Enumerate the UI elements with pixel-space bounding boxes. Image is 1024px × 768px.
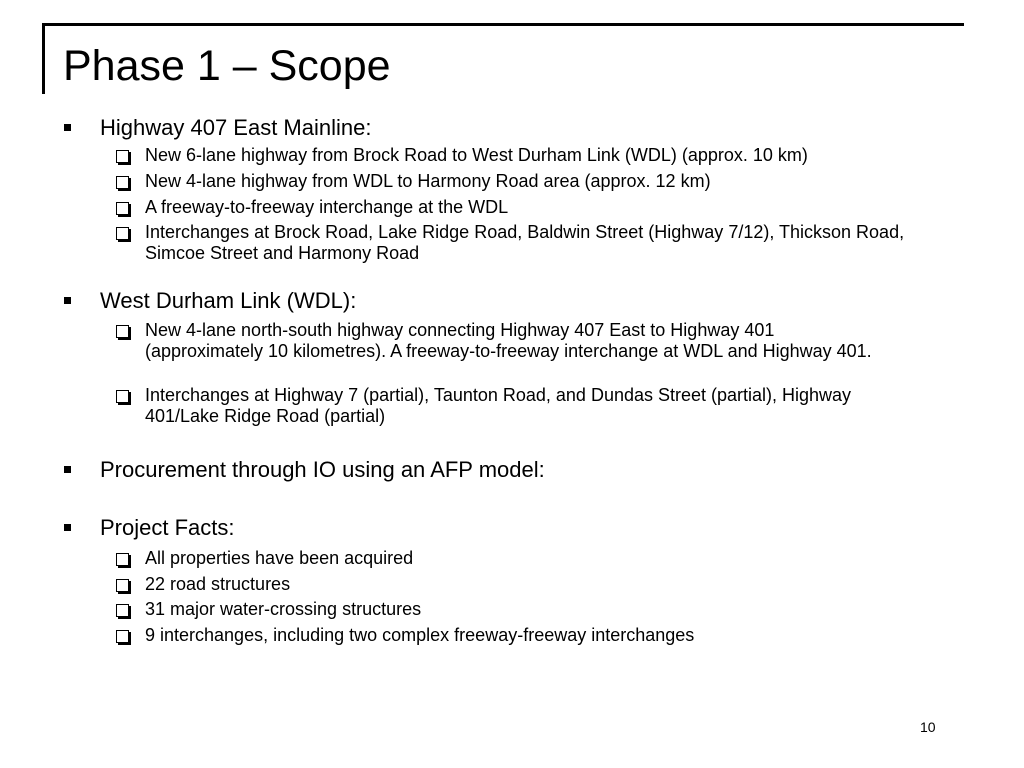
list-item: 9 interchanges, including two complex freeway-freeway interchanges: [145, 625, 695, 645]
list-item: 22 road structures: [145, 574, 291, 594]
page-number: 10: [920, 719, 936, 735]
list-item: Interchanges at Brock Road, Lake Ridge Road, Baldwin Street (Highway 7/12), Thickson Road, Simcoe Street and Harmony Road: [145, 222, 905, 263]
list-item: All properties have been acquired: [145, 548, 414, 568]
section-heading: West Durham Link (WDL):: [100, 288, 357, 313]
section-heading: Highway 407 East Mainline:: [100, 115, 372, 140]
list-item: New 6-lane highway from Brock Road to West Durham Link (WDL) (approx. 10 km): [145, 145, 808, 165]
list-item: New 4-lane highway from WDL to Harmony Road area (approx. 12 km): [145, 171, 711, 191]
square-bullet-icon: [64, 297, 71, 304]
checkbox-bullet-icon: [116, 150, 129, 163]
checkbox-bullet-icon: [116, 604, 129, 617]
checkbox-bullet-icon: [116, 579, 129, 592]
checkbox-bullet-icon: [116, 176, 129, 189]
checkbox-bullet-icon: [116, 325, 129, 338]
checkbox-bullet-icon: [116, 390, 129, 403]
square-bullet-icon: [64, 524, 71, 531]
checkbox-bullet-icon: [116, 630, 129, 643]
list-item: New 4-lane north-south highway connecting Highway 407 East to Highway 401 (approximately 10 kilometres). A freeway-to-freeway interchange at WDL and Highway 401.: [145, 320, 872, 361]
checkbox-bullet-icon: [116, 227, 129, 240]
square-bullet-icon: [64, 466, 71, 473]
list-item: 31 major water-crossing structures: [145, 599, 422, 619]
checkbox-bullet-icon: [116, 553, 129, 566]
square-bullet-icon: [64, 124, 71, 131]
section-heading: Procurement through IO using an AFP model:: [100, 457, 545, 482]
checkbox-bullet-icon: [116, 202, 129, 215]
list-item: A freeway-to-freeway interchange at the WDL: [145, 197, 509, 217]
slide-title: Phase 1 – Scope: [63, 42, 391, 90]
list-item: Interchanges at Highway 7 (partial), Taunton Road, and Dundas Street (partial), Highway 401/Lake Ridge Road (partial): [145, 385, 852, 426]
section-heading: Project Facts:: [100, 515, 235, 540]
